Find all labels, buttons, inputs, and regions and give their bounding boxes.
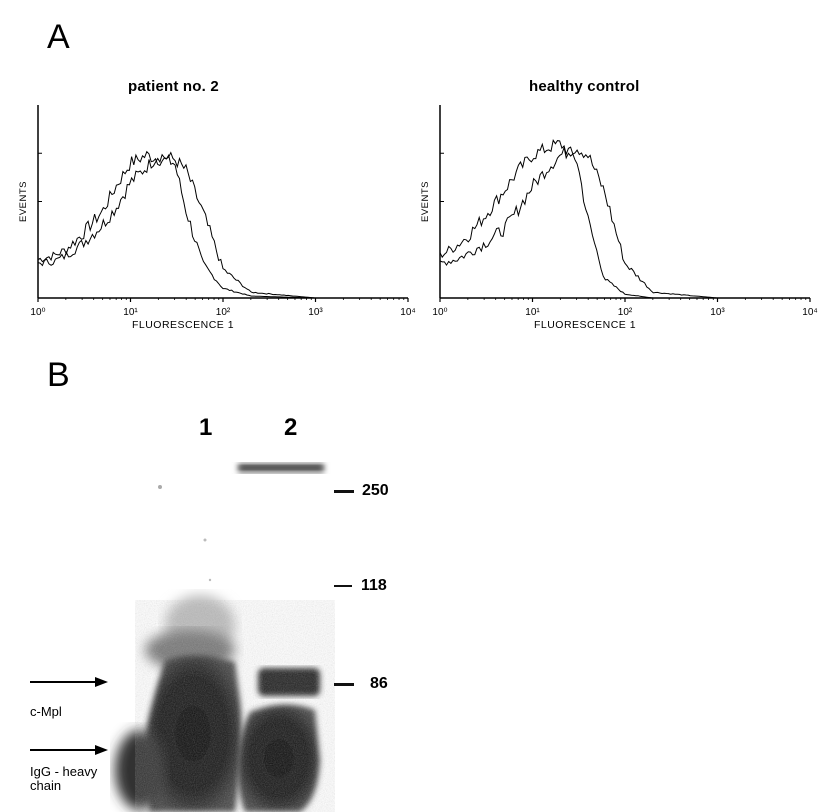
c-mpl-label: c-Mpl [30, 704, 62, 719]
c-mpl-arrow [30, 677, 108, 687]
plot-2-title: healthy control [529, 78, 640, 95]
marker-250-dash [334, 490, 354, 493]
x-tick-label: 10² [215, 307, 231, 318]
y-axis-label: EVENTS [18, 180, 29, 223]
marker-118-dash [334, 585, 352, 587]
x-tick-label: 10⁴ [400, 307, 416, 318]
x-axis-label: FLUORESCENCE 1 [131, 319, 235, 331]
plot-1-title: patient no. 2 [128, 78, 219, 95]
igg-heavy-chain-label-line2: chain [30, 778, 62, 793]
x-tick-label: 10¹ [123, 307, 138, 318]
marker-86-dash [334, 683, 354, 686]
panel-b-letter: B [47, 356, 70, 394]
x-tick-label: 10³ [308, 307, 323, 318]
x-tick-label: 10⁰ [432, 307, 448, 318]
y-axis-label: EVENTS [420, 180, 431, 223]
x-tick-label: 10¹ [525, 307, 540, 318]
x-tick-label: 10⁴ [802, 307, 818, 318]
x-tick-label: 10⁰ [30, 307, 46, 318]
marker-86-label: 86 [370, 675, 388, 692]
x-tick-label: 10² [617, 307, 633, 318]
marker-118-label: 118 [361, 577, 387, 594]
igg-heavy-chain-label-line1: IgG - heavy [30, 764, 98, 779]
x-axis-label: FLUORESCENCE 1 [533, 319, 637, 331]
x-tick-label: 10³ [710, 307, 725, 318]
lane-2-label: 2 [284, 414, 298, 441]
lane-1-label: 1 [199, 414, 213, 441]
panel-a-letter: A [47, 18, 70, 56]
igg-heavy-chain-arrow [30, 745, 108, 755]
marker-250-label: 250 [362, 482, 389, 499]
